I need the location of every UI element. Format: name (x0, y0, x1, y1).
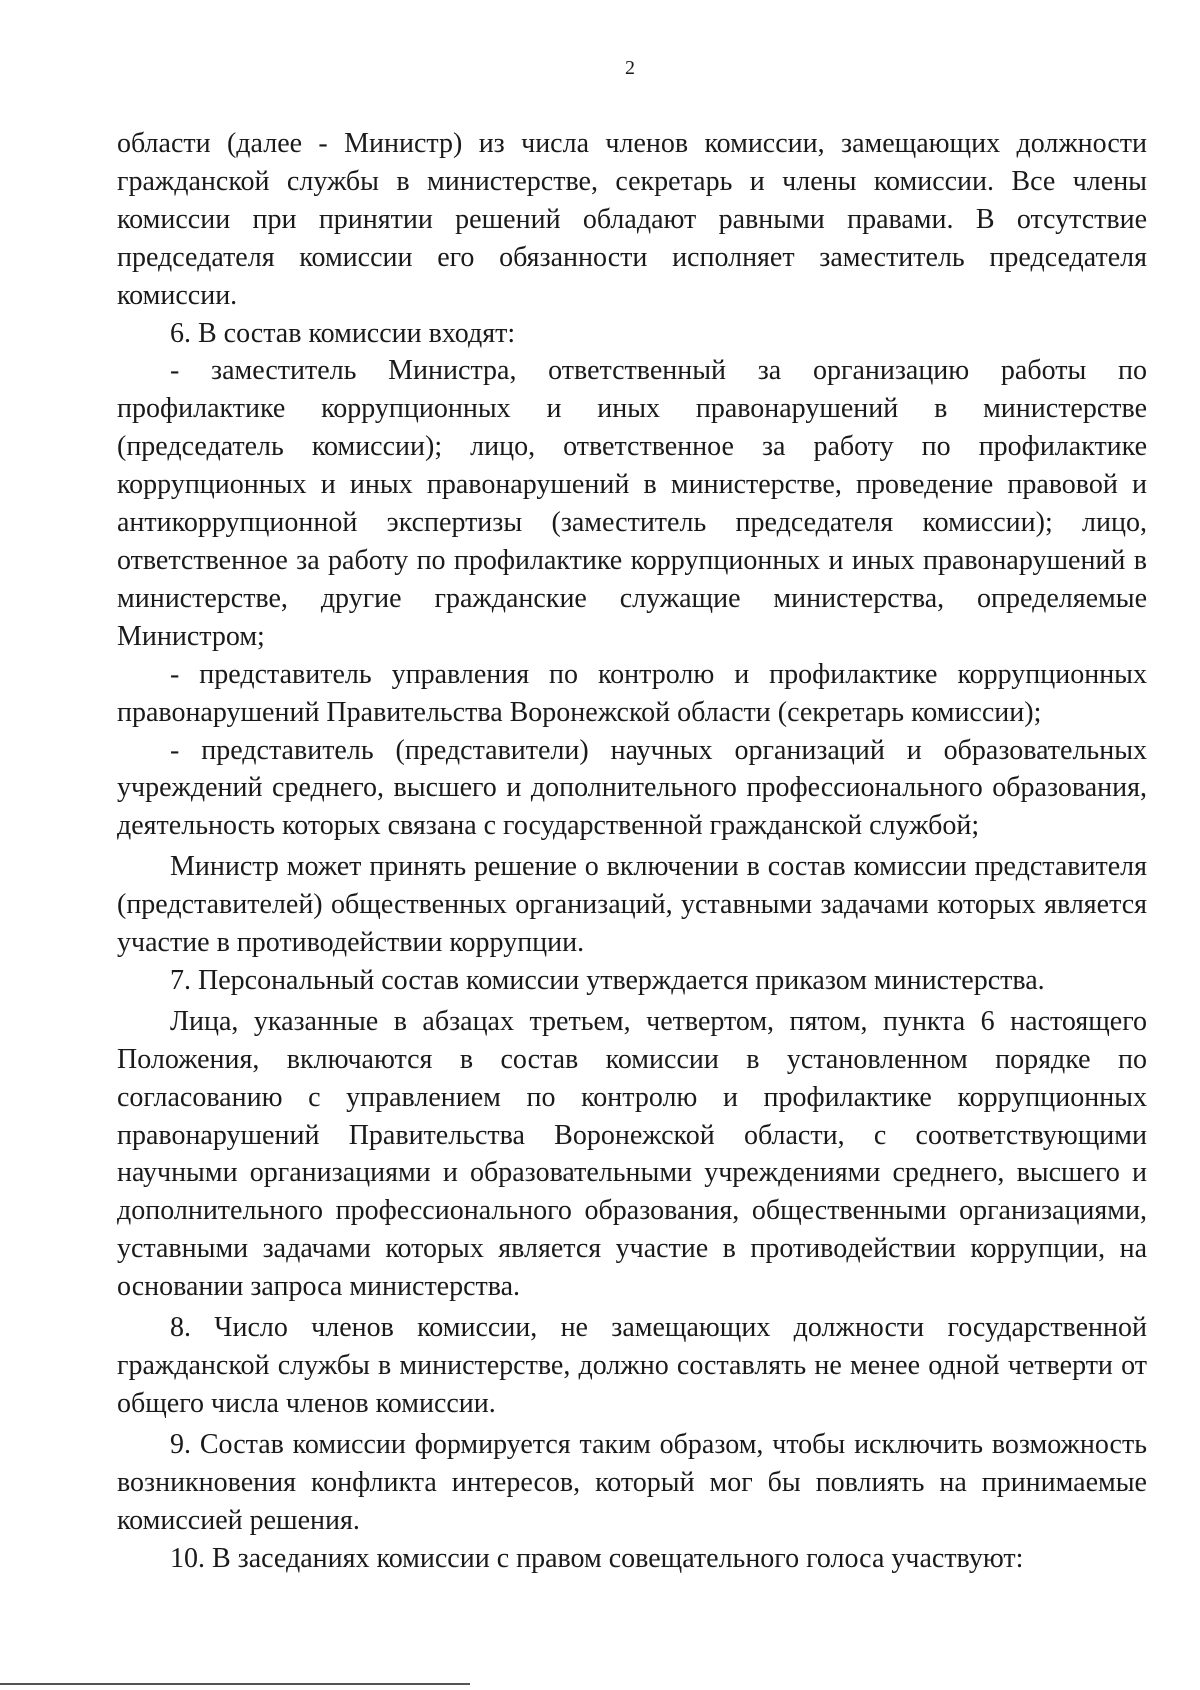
paragraph-item-10: 10. В заседаниях комиссии с правом совещательного голоса участвуют: (170, 1542, 1024, 1574)
list-item-scientific-organizations: - представитель (представители) научных организаций и образовательных учреждений среднего, высшего и дополнительного профессионального образования, деятельность которых связана с государственной гражданской службой; (117, 734, 1147, 842)
paragraph-item-9: 9. Состав комиссии формируется таким образом, чтобы исключить возможность возникновения конфликта интересов, который мог бы повлиять на принимаемые комиссией решения. (117, 1428, 1147, 1536)
list-item-deputy-minister: - заместитель Министра, ответственный за организацию работы по профилактике коррупционных и иных правонарушений в министерстве (председатель комиссии); лицо, ответственное за работу по профилактике коррупционных и иных правонарушений в министерстве, проведение правовой и антикоррупционной экспертизы (заместитель председателя комиссии); лицо, ответственное за работу по профилактике коррупционных и иных правонарушений в министерстве, другие гражданские служащие министерства, определяемые Министром; (117, 355, 1147, 652)
document-body (117, 125, 1147, 1577)
paragraph-continuation: области (далее - Министр) из числа членов комиссии, замещающих должности гражданской службы в министерстве, секретарь и члены комиссии. Все члены комиссии при принятии решений обладают равными правами. В отсутствие председателя комиссии его обязанности исполняет заместитель председателя комиссии. (117, 128, 1147, 311)
page-number: 2 (625, 57, 635, 79)
paragraph-item-6: 6. В состав комиссии входят: (170, 317, 516, 349)
paragraph-persons-listed: Лица, указанные в абзацах третьем, четвертом, пятом, пункта 6 настоящего Положения, включаются в состав комиссии в установленном порядке по согласованию с управлением по контролю и профилактике коррупционных правонарушений Правительства Воронежской области, с соответствующими научными организациями и образовательными учреждениями среднего, высшего и дополнительного профессионального образования, общественными организациями, уставными задачами которых является участие в противодействии коррупции, на основании запроса министерства. (117, 1005, 1147, 1303)
list-item-control-department: - представитель управления по контролю и профилактике коррупционных правонарушений Правительства Воронежской области (секретарь комиссии); (117, 658, 1147, 728)
paragraph-item-8: 8. Число членов комиссии, не замещающих должности государственной гражданской службы в министерстве, должно составлять не менее одной четверти от общего числа членов комиссии. (117, 1312, 1147, 1419)
paragraph-minister-decision: Министр может принять решение о включении в состав комиссии представителя (представителей) общественных организаций, уставными задачами которых является участие в противодействии коррупции. (117, 851, 1147, 959)
footer-rule (0, 1683, 470, 1685)
paragraph-item-7: 7. Персональный состав комиссии утверждается приказом министерства. (170, 964, 1045, 996)
